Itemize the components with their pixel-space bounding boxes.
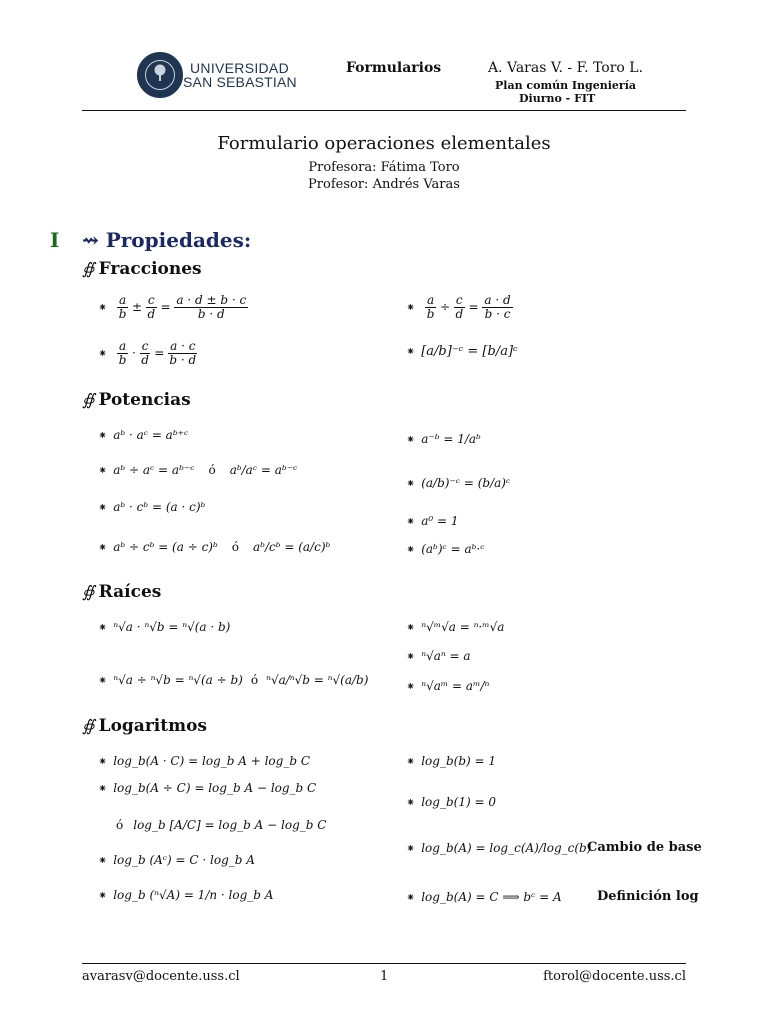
formula-pot2: ⁕ aᵇ ÷ aᶜ = aᵇ⁻ᶜ ó aᵇ/aᶜ = aᵇ⁻ᶜ [98,463,298,477]
contour-integral-icon: ∯ [82,259,95,278]
plan-label: Plan común Ingeniería [495,79,637,92]
subsection-fracciones [82,259,202,279]
formula-log-r2: ⁕ log_b(1) = 0 [406,795,496,809]
formula-rai-r2: ⁕ ⁿ√aⁿ = a [406,649,471,663]
bullet: ⁕ [98,301,108,314]
formula-pot3: ⁕ aᵇ · cᵇ = (a · c)ᵇ [98,500,206,514]
formula-log-r4: ⁕ log_b(A) = C ⟹ bᶜ = A [406,890,562,904]
header-rule [82,110,686,111]
subsection-label: Raíces [98,582,162,602]
footer-email-right: ftorol@docente.uss.cl [543,969,686,984]
contour-integral-icon: ∯ [82,390,95,409]
subsection-raices [82,582,161,602]
formula-log-r3: ⁕ log_b(A) = log_c(A)/log_c(b) [406,841,592,855]
professor-1: Profesora: Fátima Toro [308,160,460,175]
diurno-label: Diurno - FIT [519,92,596,105]
footer-rule [82,963,686,964]
section-number: I [50,228,60,252]
university-logo [137,52,183,98]
formula-log3: ⁕ log_b (Aᶜ) = C · log_b A [98,853,255,867]
formula-log2-alt: ó log_b [A/C] = log_b A − log_b C [116,818,327,832]
formula-rai2: ⁕ ⁿ√a ÷ ⁿ√b = ⁿ√(a ÷ b) ó ⁿ√a/ⁿ√b = ⁿ√(a/b) [98,673,369,687]
formula-pot-r1: ⁕ a⁻ᵇ = 1/aᵇ [406,432,481,446]
subsection-potencias [82,390,191,410]
contour-integral-icon: ∯ [82,716,95,735]
squiggle-arrow-icon: ⇝ [82,228,99,252]
formula-log1: ⁕ log_b(A · C) = log_b A + log_b C [98,754,310,768]
contour-integral-icon: ∯ [82,582,95,601]
section-title-text: Propiedades: [105,228,252,252]
subsection-label: Potencias [98,390,191,410]
formula-rai-r1: ⁕ ⁿ√ᵐ√a = ⁿ·ᵐ√a [406,620,505,634]
formula-log2: ⁕ log_b(A ÷ C) = log_b A − log_b C [98,781,317,795]
university-name-line1: UNIVERSIDAD [190,60,289,76]
formula-frac-pow: ⁕ [a/b]⁻ᶜ = [b/a]ᶜ [406,344,518,359]
formula-rai1: ⁕ ⁿ√a · ⁿ√b = ⁿ√(a · b) [98,620,231,634]
note-cambio-base: Cambio de base [587,840,702,855]
formula-pot-r3: ⁕ a⁰ = 1 [406,514,459,528]
formula-pot-r4: ⁕ (aᵇ)ᶜ = aᵇ·ᶜ [406,542,485,556]
formula-frac-sum: ⁕ $\frac{a}{b}$ ± $\frac{c}{d}$ = $\frac{a \cdot d \pm b \cdot c}{b \cdot d}$ [98,293,247,321]
formula-log-r1: ⁕ log_b(b) = 1 [406,754,497,768]
formula-rai-r3: ⁕ ⁿ√aᵐ = aᵐ/ⁿ [406,679,490,693]
formula-pot-r2: ⁕ (a/b)⁻ᶜ = (b/a)ᶜ [406,476,511,490]
authors: A. Varas V. - F. Toro L. [488,60,644,76]
professor-2: Profesor: Andrés Varas [308,177,460,192]
doc-label: Formularios [346,60,442,76]
footer-email-left: avarasv@docente.uss.cl [82,969,240,984]
formula-frac-mul: ⁕ $\frac{a}{b}$ · $\frac{c}{d}$ = $\frac{a \cdot c}{b \cdot d}$ [98,339,197,367]
formula-pot1: ⁕ aᵇ · aᶜ = aᵇ⁺ᶜ [98,428,189,442]
note-definicion-log: Definición log [597,889,699,904]
subsection-label: Fracciones [98,259,202,279]
subsection-label: Logaritmos [98,716,207,736]
formula-log4: ⁕ log_b (ⁿ√A) = 1/n · log_b A [98,888,274,902]
formula-frac-div: ⁕ $\frac{a}{b}$ ÷ $\frac{c}{d}$ = $\frac{a \cdot d}{b \cdot c}$ [406,293,511,321]
subsection-logaritmos [82,716,207,736]
section-title [82,228,251,252]
formula-pot4: ⁕ aᵇ ÷ cᵇ = (a ÷ c)ᵇ ó aᵇ/cᵇ = (a/c)ᵇ [98,540,331,554]
page-number: 1 [380,969,389,984]
tree-icon [152,64,168,82]
page-title: Formulario operaciones elementales [217,133,551,154]
university-name-line2: SAN SEBASTIAN [183,74,297,90]
